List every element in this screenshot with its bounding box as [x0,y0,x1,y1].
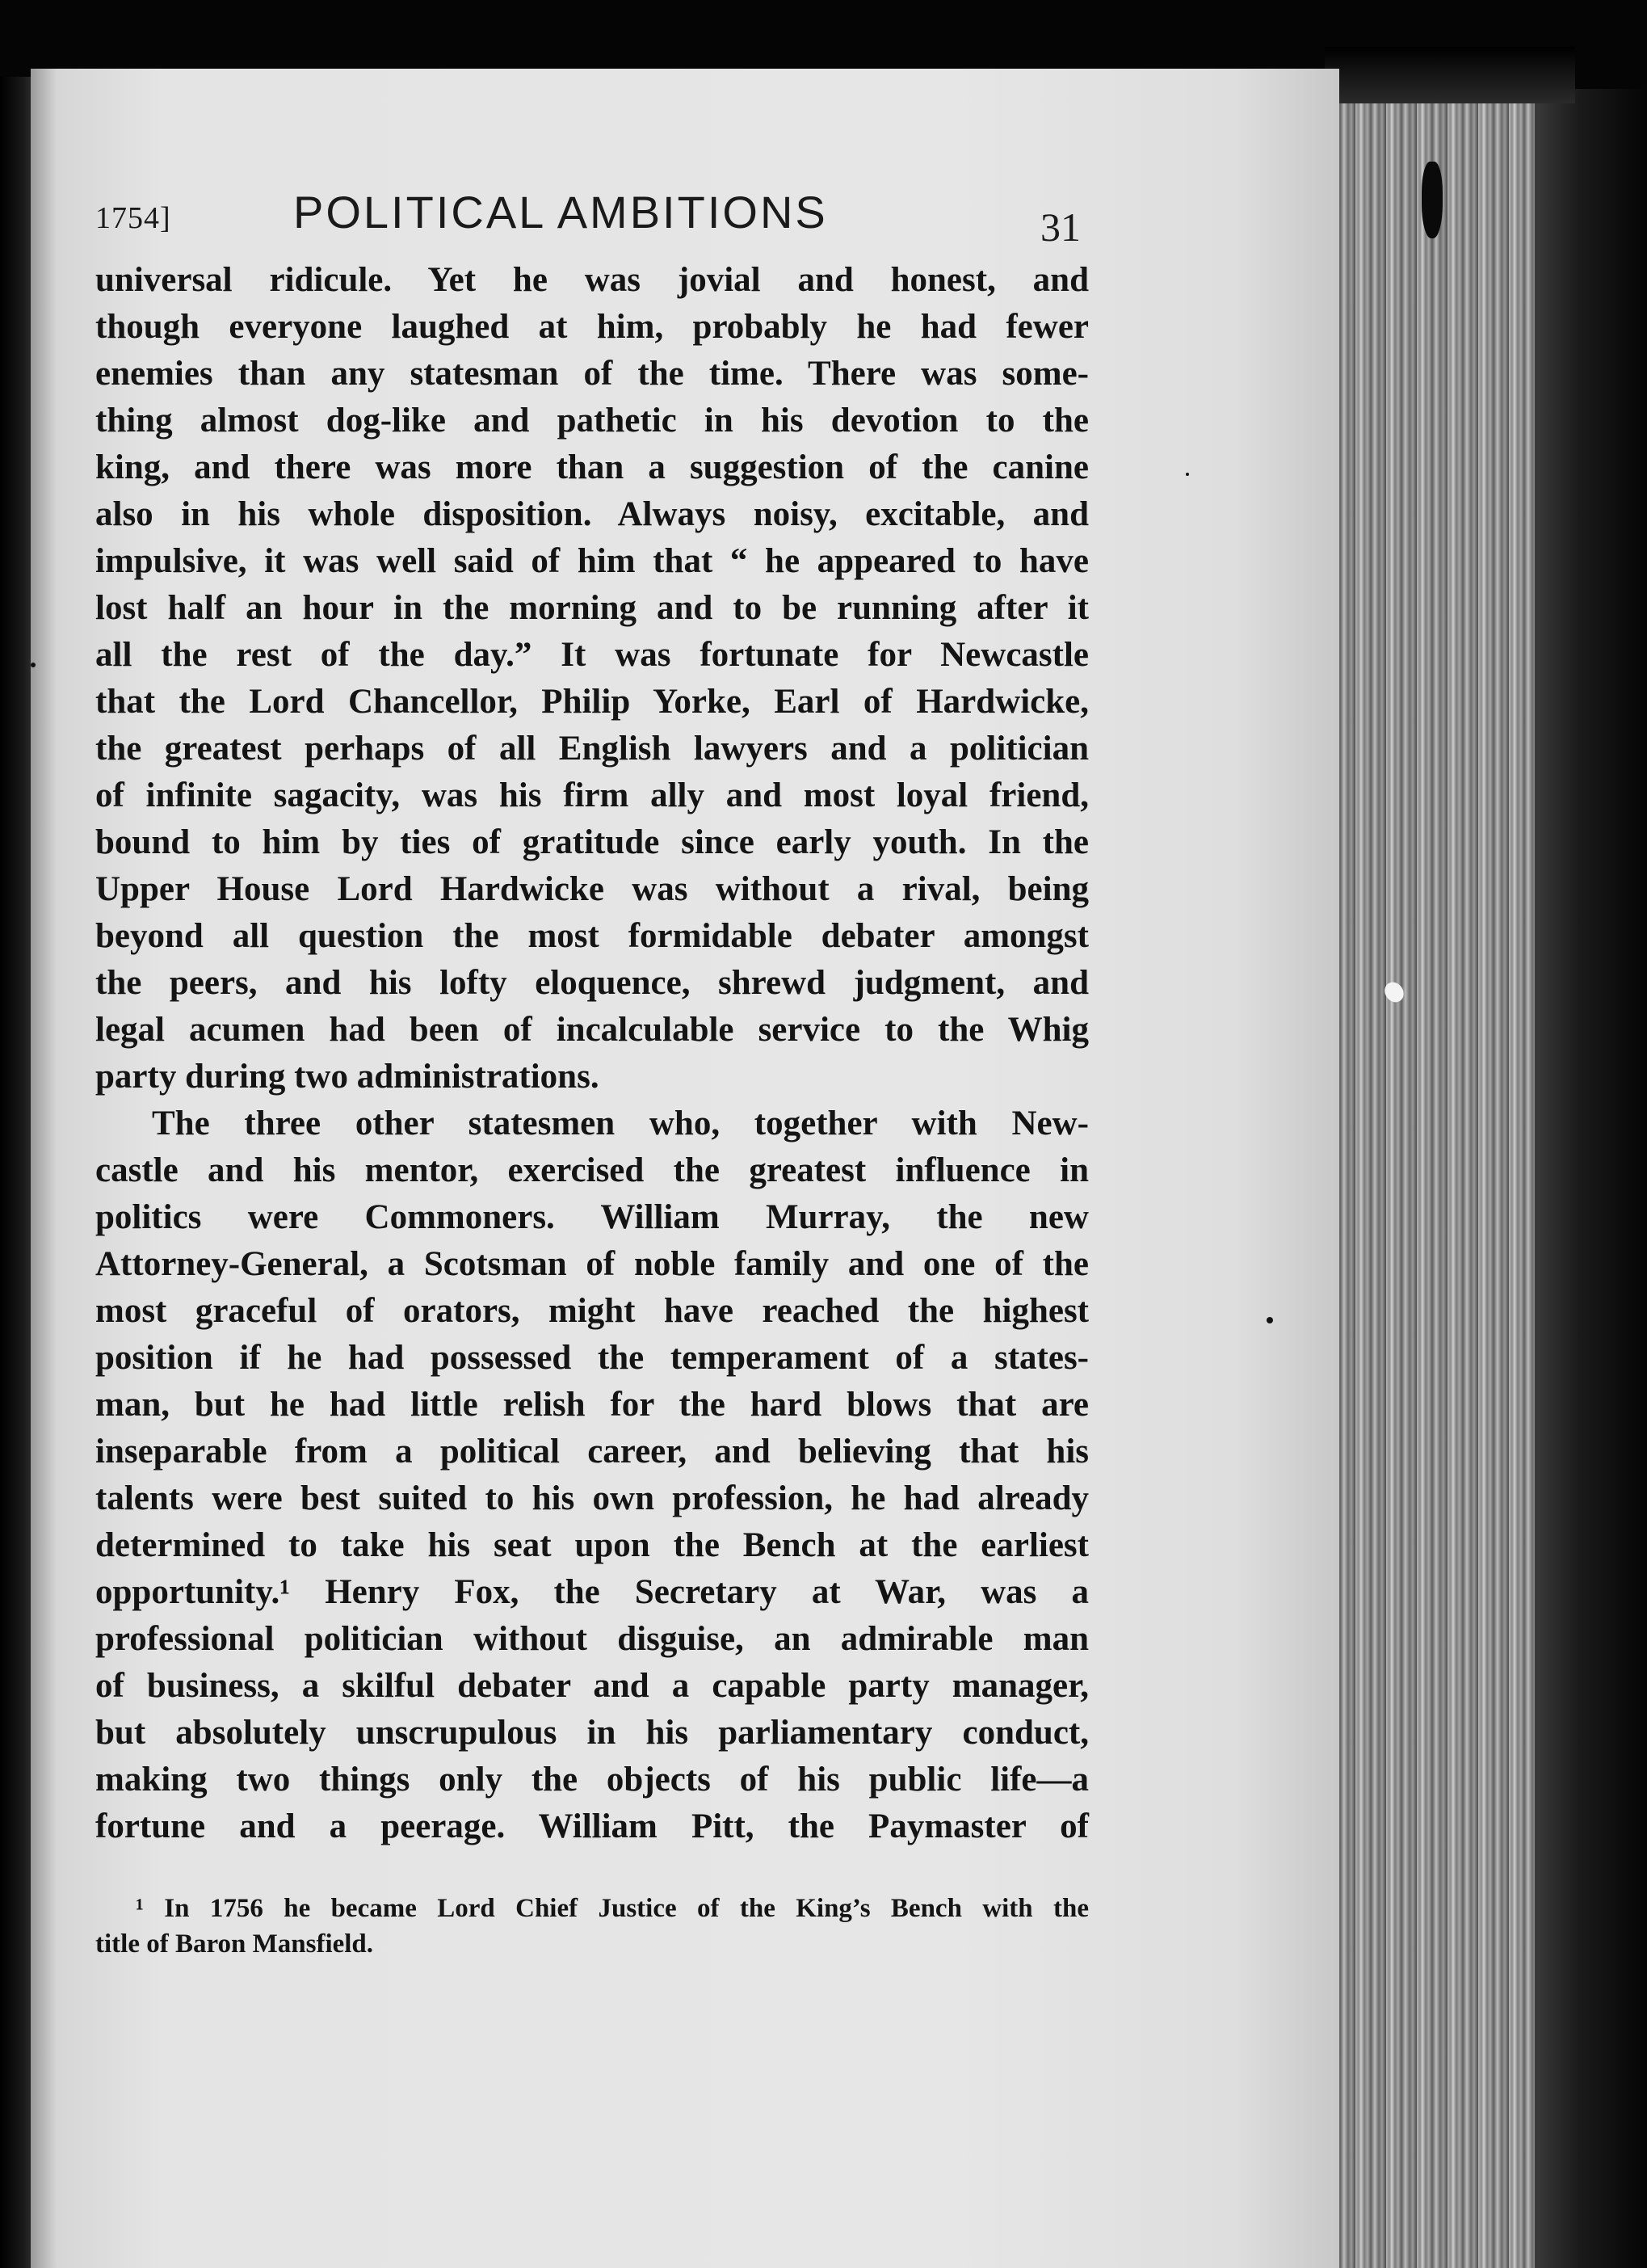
text-line: politics were Commoners. William Murray, the new [95,1198,1089,1236]
body-text [95,257,1089,1850]
text-line: universal ridicule. Yet he was jovial and honest, and [95,261,1089,299]
page-stack-edge [1325,47,1567,2268]
text-line: of infinite sagacity, was his firm ally and most loyal friend, [95,776,1089,814]
running-header [95,186,1081,250]
text-line: legal acumen had been of incalculable service to the Whig [95,1011,1089,1049]
text-line: enemies than any statesman of the time. There was some- [95,355,1089,393]
text-line: position if he had possessed the temperament of a states- [95,1339,1089,1377]
text-line: bound to him by ties of gratitude since early youth. In the [95,823,1089,861]
text-line: man, but he had little relish for the hard blows that are [95,1386,1089,1424]
text-line: lost half an hour in the morning and to be running after it [95,589,1089,627]
text-line: determined to take his seat upon the Bench at the earliest [95,1526,1089,1564]
stack-shadow [1535,89,1647,2268]
text-line: king, and there was more than a suggestion of the canine [95,448,1089,486]
stack-top-shadow [1325,47,1575,103]
text-line: thing almost dog-like and pathetic in his devotion to the [95,402,1089,440]
text-line: the greatest perhaps of all English lawyers and a politician [95,730,1089,768]
text-line: of business, a skilful debater and a capable party manager, [95,1667,1089,1705]
running-year: 1754] [95,201,171,235]
paragraph-start-line: The three other statesmen who, together with New- [152,1105,1089,1142]
text-line: though everyone laughed at him, probably he had fewer [95,308,1089,346]
footnotes [95,1891,1089,1962]
running-title: POLITICAL AMBITIONS [293,187,828,238]
text-line: opportunity.¹ Henry Fox, the Secretary at War, was a [95,1573,1089,1611]
dust-speck [1267,1317,1273,1323]
text-line: inseparable from a political career, and believing that his [95,1433,1089,1471]
text-line: fortune and a peerage. William Pitt, the Paymaster of [95,1807,1089,1845]
text-line: also in his whole disposition. Always noisy, excitable, and [95,495,1089,533]
dust-speck [31,663,36,667]
dust-speck [1186,473,1189,476]
text-line: Attorney-General, a Scotsman of noble family and one of the [95,1245,1089,1283]
text-line: Upper House Lord Hardwicke was without a rival, being [95,870,1089,908]
text-line: talents were best suited to his own profession, he had already [95,1479,1089,1517]
text-line: castle and his mentor, exercised the greatest influence in [95,1151,1089,1189]
page-number: 31 [1040,204,1081,250]
footnote-line: ¹ In 1756 he became Lord Chief Justice of the King’s Bench with the [136,1894,1089,1923]
text-line: most graceful of orators, might have reached the highest [95,1292,1089,1330]
text-line: impulsive, it was well said of him that “ he appeared to have [95,542,1089,580]
text-line: but absolutely unscrupulous in his parliamentary conduct, [95,1714,1089,1752]
text-line: that the Lord Chancellor, Philip Yorke, Earl of Hardwicke, [95,683,1089,721]
text-line: all the rest of the day.” It was fortunate for Newcastle [95,636,1089,674]
text-line: party during two administrations. [95,1058,599,1096]
text-line: professional politician without disguise, an admirable man [95,1620,1089,1658]
text-line: making two things only the objects of his public life—a [95,1761,1089,1799]
stack-mark [1422,162,1443,238]
footnote-line: title of Baron Mansfield. [95,1929,374,1959]
text-line: beyond all question the most formidable debater amongst [95,917,1089,955]
text-line: the peers, and his lofty eloquence, shrewd judgment, and [95,964,1089,1002]
